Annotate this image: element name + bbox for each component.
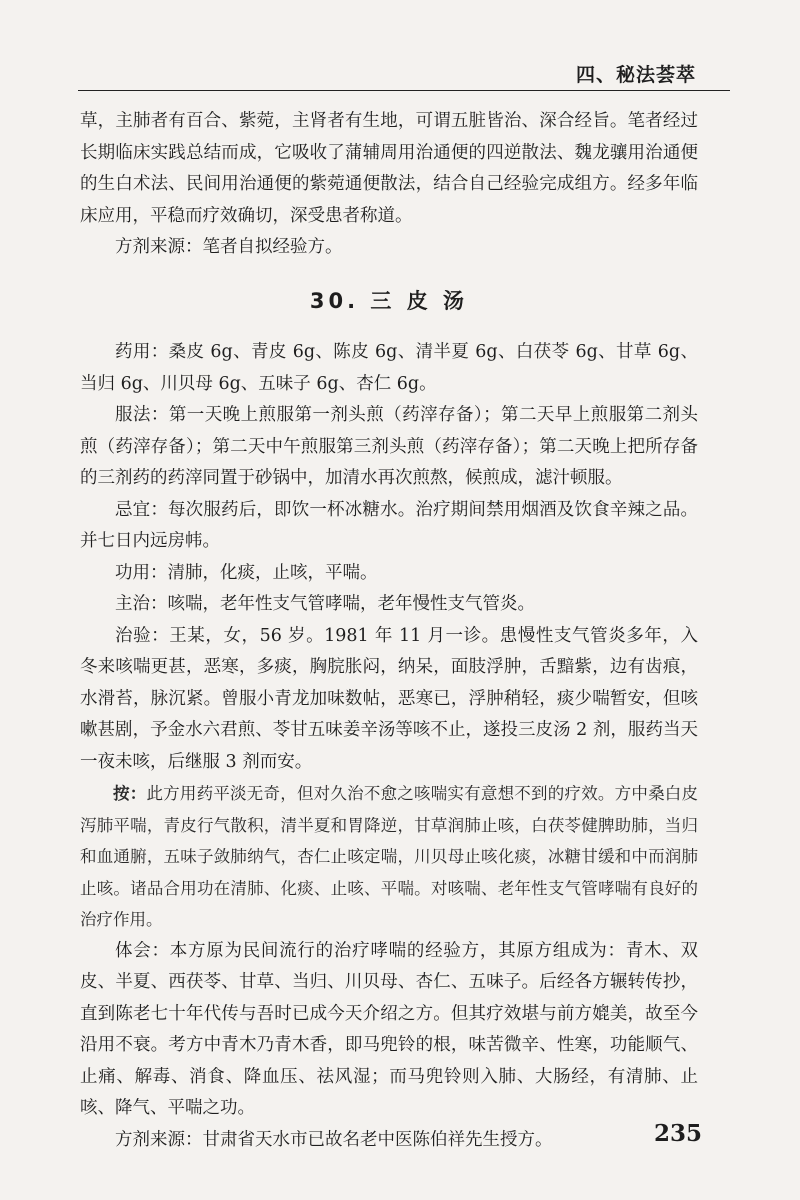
formula-source: 方剂来源：甘肃省天水市已故名老中医陈伯祥先生授方。 <box>115 1129 553 1150</box>
page-number: 235 <box>653 1120 702 1147</box>
running-head: 四、秘法荟萃 <box>575 64 696 86</box>
experience-paragraph: 体会：本方原为民间流行的治疗哮喘的经验方，其原方组成为：青木、双皮、半夏、西茯苓、甘草、当归、川贝母、杏仁、五味子。后经各方辗转传抄，直到陈老七十年代传与吾时已成今天介绍之方。但其疗效堪与前方媲美，故至今沿用不衰。考方中青木乃青木香，即马兜铃的根，味苦微辛、性寒，功能顺气、止痛、解毒、消食、降血压、祛风湿；而马兜铃则入肺、大肠经，有清肺、止咳、降气、平喘之功。 <box>80 940 698 1118</box>
function-paragraph: 功用：清肺，化痰，止咳，平喘。 <box>115 562 378 583</box>
commentary-text: 此方用药平淡无奇，但对久治不愈之咳喘实有意想不到的疗效。方中桑白皮泻肺平喘，青皮行气散积，清半夏和胃降逆，甘草润肺止咳，白茯苓健脾助肺，当归和血通腑，五味子敛肺纳气，杏仁止咳定喘，川贝母止咳化痰，冰糖甘缓和中而润肺止咳。诸品合用功在清肺、化痰、止咳、平喘。对咳喘、老年性支气管哮喘有良好的治疗作用。 <box>80 784 699 929</box>
taboo-paragraph: 忌宜：每次服药后，即饮一杯冰糖水。治疗期间禁用烟酒及饮食辛辣之品。并七日内远房帏。 <box>80 499 698 551</box>
formula-title: 30. 三 皮 汤 <box>309 288 469 313</box>
body-text <box>80 106 698 1156</box>
commentary-paragraph <box>80 778 698 936</box>
commentary-label: 按： <box>113 784 147 803</box>
case-paragraph: 治验：王某，女，56 岁。1981 年 11 月一诊。患慢性支气管炎多年，入冬来咳喘更甚，恶寒，多痰，胸脘胀闷，纳呆，面肢浮肿，舌黯紫，边有齿痕，水滑苔，脉沉紧。曾服小青龙加味数帖，恶寒已，浮肿稍轻，痰少喘暂安，但咳嗽甚剧，予金水六君煎、苓甘五味姜辛汤等咳不止，遂投三皮汤 2 剂，服药当天一夜未咳，后继服 3 剂而安。 <box>80 625 698 772</box>
ingredients-paragraph: 药用：桑皮 6g、青皮 6g、陈皮 6g、清半夏 6g、白茯苓 6g、甘草 6g、当归 6g、川贝母 6g、五味子 6g、杏仁 6g。 <box>80 342 698 394</box>
continuation-paragraph: 草，主肺者有百合、紫菀，主肾者有生地，可谓五脏皆治、深合经旨。笔者经过长期临床实践总结而成，它吸收了蒲辅周用治通便的四逆散法、魏龙骧用治通便的生白术法、民间用治通便的紫菀通便散法，结合自己经验完成组方。经多年临床应用，平稳而疗效确切，深受患者称道。 <box>80 111 698 226</box>
header-rule <box>78 90 730 91</box>
usage-paragraph: 服法：第一天晚上煎服第一剂头煎（药滓存备）；第二天早上煎服第二剂头煎（药滓存备）；第二天中午煎服第三剂头煎（药滓存备）；第二天晚上把所存备的三剂药的药滓同置于砂锅中，加清水再次煎熬，候煎成，滤汁顿服。 <box>80 405 698 488</box>
indication-paragraph: 主治：咳喘，老年性支气管哮喘，老年慢性支气管炎。 <box>115 594 535 614</box>
previous-formula-source: 方剂来源：笔者自拟经验方。 <box>115 237 343 257</box>
